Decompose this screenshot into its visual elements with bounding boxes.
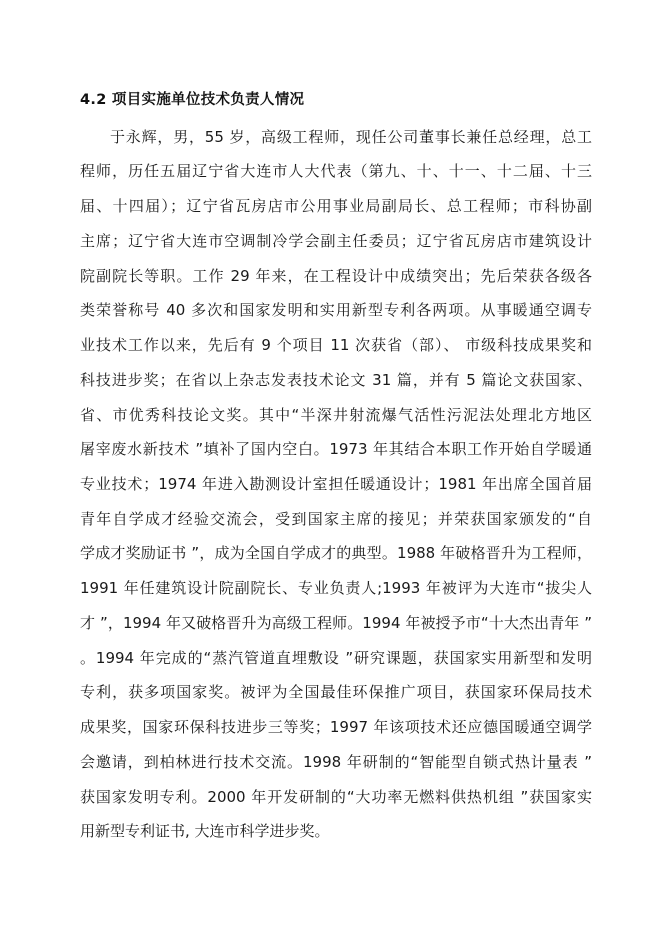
paragraph-line: 用新型专利证书, 大连市科学进步奖。 [80,822,330,840]
paragraph-line: 程师，历任五届辽宁省大连市人大代表（第九、十、十一、十二届、十三 [80,162,592,180]
paragraph-line: 青年自学成才经验交流会，受到国家主席的接见；并荣获国家颁发的“自 [80,510,592,528]
paragraph-line: 专利，获多项国家奖。被评为全国最佳环保推广项目，获国家环保局技术 [80,683,592,701]
paragraph-line: 于永辉，男，55 岁，高级工程师，现任公司董事长兼任总经理，总工 [110,128,592,146]
paragraph-line: 1991 年任建筑设计院副院长、专业负责人;1993 年被评为大连市“拔尖人 [80,579,592,597]
paragraph-line: 会邀请，到柏林进行技术交流。1998 年研制的“智能型自锁式热计量表 ” [80,753,592,771]
paragraph-line: 科技进步奖；在省以上杂志发表技术论文 31 篇，并有 5 篇论文获国家、 [80,371,592,389]
paragraph-line: 学成才奖励证书 ”，成为全国自学成才的典型。1988 年破格晋升为工程师， [80,544,592,562]
paragraph-line: 院副院长等职。工作 29 年来，在工程设计中成绩突出；先后荣获各级各 [80,267,592,285]
section-heading: 4.2 项目实施单位技术负责人情况 [80,92,305,108]
paragraph-line: 成果奖，国家环保科技进步三等奖；1997 年该项技术还应德国暖通空调学 [80,718,592,736]
paragraph-line: 类荣誉称号 40 多次和国家发明和实用新型专利各两项。从事暖通空调专 [80,301,592,319]
paragraph-line: 才 ”，1994 年又破格晋升为高级工程师。1994 年被授予市“十大杰出青年 ” [80,614,592,632]
paragraph-line: 业技术工作以来，先后有 9 个项目 11 次获省（部）、 市级科技成果奖和 [80,336,592,354]
paragraph-line: 屠宰废水新技术 ”填补了国内空白。1973 年其结合本职工作开始自学暖通 [80,440,592,458]
paragraph-line: 专业技术；1974 年进入勘测设计室担任暖通设计；1981 年出席全国首届 [80,475,592,493]
paragraph-line: 获国家发明专利。2000 年开发研制的“大功率无燃料供热机组 ”获国家实 [80,788,592,806]
paragraph-line: 届、十四届）；辽宁省瓦房店市公用事业局副局长、总工程师；市科协副 [80,197,592,215]
paragraph-line: 。1994 年完成的“蒸汽管道直埋敷设 ”研究课题，获国家实用新型和发明 [80,649,592,667]
paragraph-line: 省、市优秀科技论文奖。其中“半深井射流爆气活性污泥法处理北方地区 [80,406,592,424]
paragraph-line: 主席；辽宁省大连市空调制冷学会副主任委员；辽宁省瓦房店市建筑设计 [80,232,592,250]
